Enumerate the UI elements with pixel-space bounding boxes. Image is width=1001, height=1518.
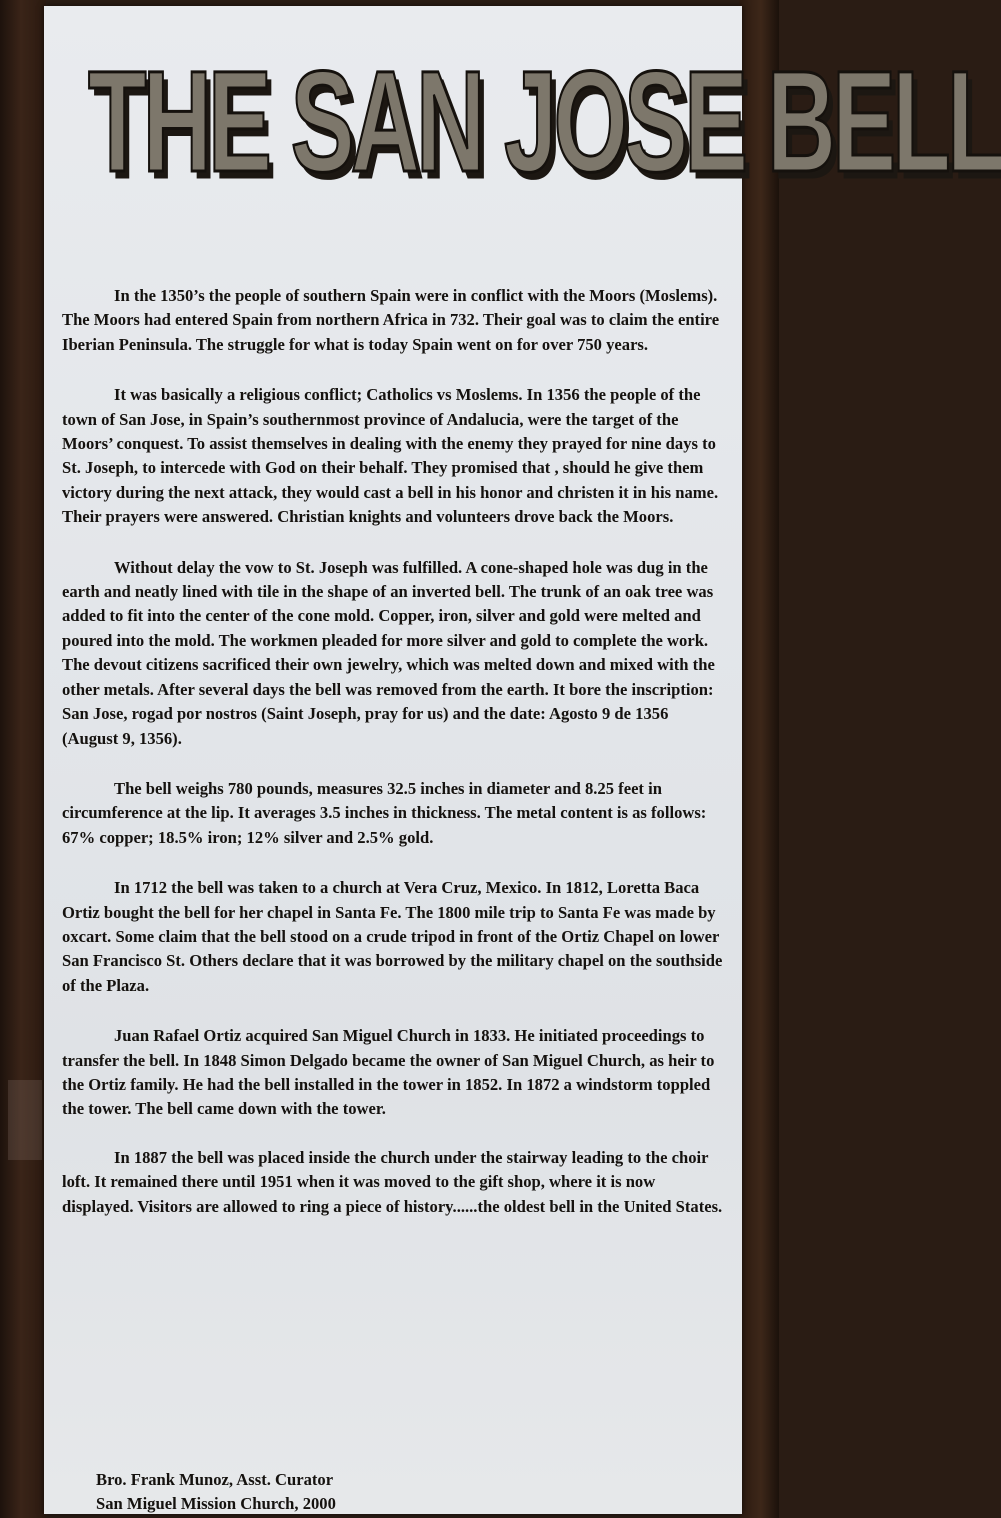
page-title: THE SAN JOSE BELL <box>88 42 1001 203</box>
paragraph-4: The bell weighs 780 pounds, measures 32.5 inches in diameter and 8.25 feet in circumference at the lip. It averages 3.5 inches in thickness. The metal content is as follows: 67% copper; 18.5% iron; 12% silver and 2.5% gold. <box>62 778 707 847</box>
paragraph-3: Without delay the vow to St. Joseph was fulfilled. A cone-shaped hole was dug in the earth and neatly lined with tile in the shape of an inverted bell. The trunk of an oak tree was added to fit into the center of the cone mold. Copper, iron, silver and gold were melted and poured into the mold. The workmen pleaded for more silver and gold to complete the work. The devout citizens sacrificed their own jewelry, which was melted down and mixed with the other metals. After several days the bell was removed from the earth. It bore the inscription: San Jose, rogad por nostros (Saint Joseph, pray for us) and the date: Agosto 9 de 1356 (August 9, 1356). <box>62 557 715 748</box>
signature-organization: San Miguel Mission Church, 2000 <box>96 1494 336 1513</box>
signature-name: Bro. Frank Munoz, Asst. Curator <box>96 1470 334 1489</box>
paragraph-1: In the 1350’s the people of southern Spain were in conflict with the Moors (Moslems). The Moors had entered Spain from northern Africa in 732. Their goal was to claim the entire Iberian Peninsula. The struggle for what is today Spain went on for over 750 years. <box>62 286 720 354</box>
paragraph-2: It was basically a religious conflict; Catholics vs Moslems. In 1356 the people of the town of San Jose, in Spain’s southernmost province of Andalucia, were the target of the Moors’ conquest. To assist themselves in dealing with the enemy they prayed for nine days to St. Joseph, to intercede with God on their behalf. They promised that , should he give them victory during the next attack, they would cast a bell in his honor and christen it in his name. Their prayers were answered. Christian knights and volunteers drove back the Moors. <box>62 385 719 527</box>
frame-glare <box>8 1080 42 1160</box>
paragraph-5: In 1712 the bell was taken to a church at Vera Cruz, Mexico. In 1812, Loretta Baca Ortiz bought the bell for her chapel in Santa Fe. The 1800 mile trip to Santa Fe was made by oxcart. Some claim that the bell stood on a crude tripod in front of the Ortiz Chapel on lower San Francisco St. Others declare that it was borrowed by the military chapel on the southside of the Plaza. <box>62 878 723 995</box>
body-text <box>62 284 728 1245</box>
paragraph-7: In 1887 the bell was placed inside the church under the stairway leading to the choir loft. It remained there until 1951 when it was moved to the gift shop, where it is now displayed. Visitors are allowed to ring a piece of history......the oldest bell in the United States. <box>62 1147 723 1216</box>
wooden-frame-right <box>739 0 779 1518</box>
paper-sheet <box>44 6 1001 1514</box>
signature-block <box>96 1468 336 1516</box>
title-block <box>88 42 1001 203</box>
wooden-frame-left <box>0 0 46 1518</box>
paragraph-6: Juan Rafael Ortiz acquired San Miguel Church in 1833. He initiated proceedings to transfer the bell. In 1848 Simon Delgado became the owner of San Miguel Church, as heir to the Ortiz family. He had the bell installed in the tower in 1852. In 1872 a windstorm toppled the tower. The bell came down with the tower. <box>62 1026 715 1119</box>
